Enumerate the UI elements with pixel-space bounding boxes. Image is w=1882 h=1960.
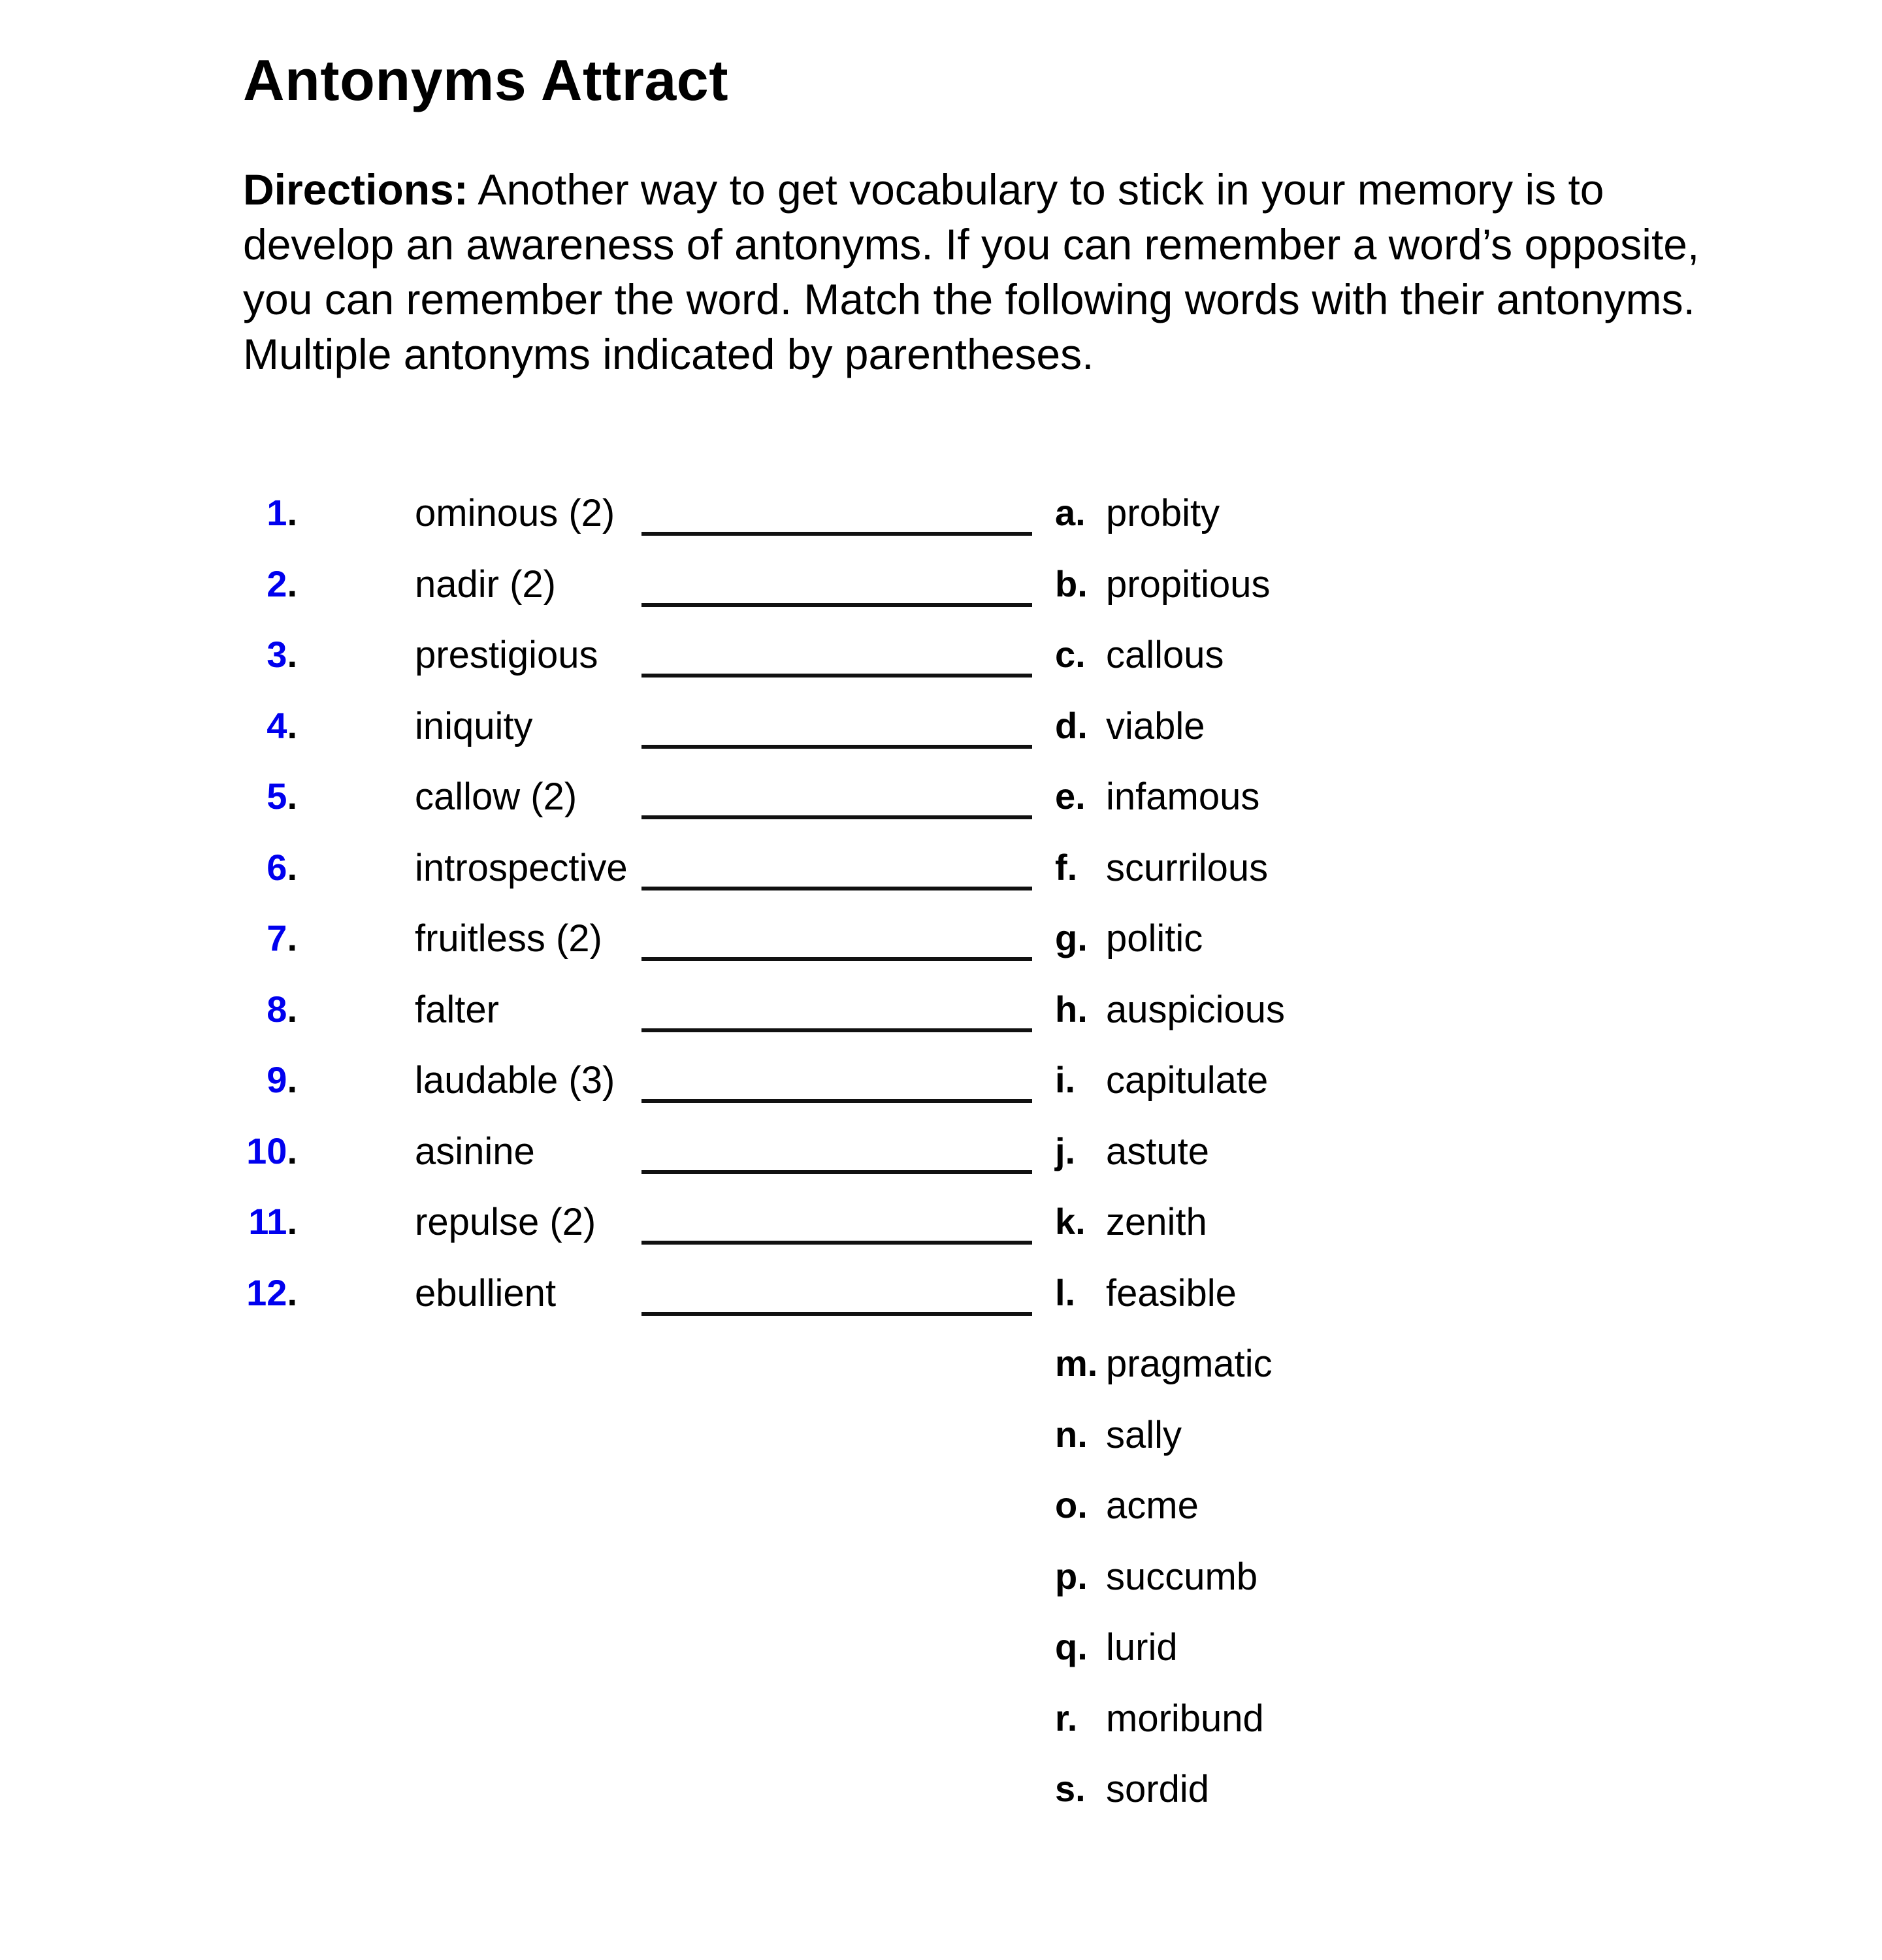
question-word: asinine xyxy=(415,1130,535,1173)
question-number-digits: 12 xyxy=(246,1271,287,1313)
answer-word: astute xyxy=(1106,1130,1209,1173)
answer-letter: k. xyxy=(1055,1201,1086,1242)
question-number-period: . xyxy=(287,1271,297,1313)
answer-word: lurid xyxy=(1106,1626,1178,1669)
page-title: Antonyms Attract xyxy=(243,48,729,112)
answer-blank-line[interactable] xyxy=(641,1312,1032,1316)
question-word: repulse (2) xyxy=(415,1201,596,1243)
answer-letter: m. xyxy=(1055,1343,1098,1384)
question-number-period: . xyxy=(287,563,297,604)
answer-option xyxy=(0,1200,1207,1266)
answer-option xyxy=(0,491,1220,557)
answer-letter: q. xyxy=(1055,1626,1088,1667)
answer-word: succumb xyxy=(1106,1555,1258,1598)
answer-word: acme xyxy=(1106,1484,1199,1527)
answer-letter: o. xyxy=(1055,1484,1088,1526)
answer-letter: g. xyxy=(1055,917,1088,958)
answer-word: callous xyxy=(1106,634,1224,676)
answer-blank-line[interactable] xyxy=(641,887,1032,890)
answer-letter: e. xyxy=(1055,776,1086,817)
answer-option xyxy=(0,775,1260,840)
question-word: ominous (2) xyxy=(415,492,615,534)
answer-blank-line[interactable] xyxy=(641,603,1032,607)
answer-option xyxy=(0,1625,1178,1691)
question-number-digits: 11 xyxy=(248,1201,287,1242)
question-number-digits: 4 xyxy=(267,704,287,746)
answer-blank-line[interactable] xyxy=(641,1028,1032,1032)
answer-option xyxy=(0,1342,1273,1407)
question-number-digits: 6 xyxy=(267,846,287,888)
question-word: fruitless (2) xyxy=(415,917,602,960)
answer-letter: p. xyxy=(1055,1555,1088,1597)
answer-word: auspicious xyxy=(1106,988,1286,1031)
answer-blank-line[interactable] xyxy=(641,745,1032,749)
question-number-period: . xyxy=(287,704,297,746)
answer-letter: a. xyxy=(1055,492,1086,533)
question-word: ebullient xyxy=(415,1271,557,1315)
answer-word: propitious xyxy=(1106,563,1271,606)
answer-option xyxy=(0,563,1271,628)
answer-word: infamous xyxy=(1106,776,1260,818)
answer-letter: l. xyxy=(1055,1271,1076,1313)
question-number-digits: 7 xyxy=(267,917,287,958)
answer-word: capitulate xyxy=(1106,1059,1269,1102)
question-word: nadir (2) xyxy=(415,563,556,606)
answer-blank-line[interactable] xyxy=(641,532,1032,536)
question-word: callow (2) xyxy=(415,776,577,818)
answer-word: sordid xyxy=(1106,1768,1209,1810)
directions-label: Directions: xyxy=(243,165,468,214)
answer-letter: r. xyxy=(1055,1697,1078,1739)
answer-letter: b. xyxy=(1055,563,1088,604)
answer-option xyxy=(0,1555,1258,1620)
answer-option xyxy=(0,1697,1264,1762)
answer-word: pragmatic xyxy=(1106,1343,1273,1385)
answer-word: zenith xyxy=(1106,1201,1207,1243)
question-number-period: . xyxy=(287,1130,297,1171)
answer-letter: i. xyxy=(1055,1059,1076,1100)
question-number-digits: 5 xyxy=(267,776,287,817)
answer-option xyxy=(0,917,1203,982)
answer-word: scurrilous xyxy=(1106,846,1269,889)
question-word: falter xyxy=(415,988,499,1031)
answer-letter: j. xyxy=(1055,1130,1076,1171)
answer-option xyxy=(0,988,1286,1053)
directions xyxy=(243,162,1732,382)
answer-word: sally xyxy=(1106,1413,1182,1456)
answer-word: feasible xyxy=(1106,1271,1237,1315)
answer-option xyxy=(0,1130,1209,1195)
question-word: prestigious xyxy=(415,634,598,676)
question-number-digits: 8 xyxy=(267,988,287,1030)
answer-option xyxy=(0,633,1224,698)
answer-option xyxy=(0,704,1205,770)
question-number-digits: 3 xyxy=(267,634,287,675)
answer-option xyxy=(0,1767,1209,1833)
answer-letter: h. xyxy=(1055,988,1088,1030)
question-number-digits: 9 xyxy=(267,1059,287,1100)
answer-word: probity xyxy=(1106,492,1220,534)
question-number-digits: 1 xyxy=(267,492,287,533)
question-number-period: . xyxy=(287,776,297,817)
question-number-period: . xyxy=(287,1201,297,1242)
answer-letter: f. xyxy=(1055,846,1078,888)
answer-option xyxy=(0,1484,1199,1549)
question-number-digits: 2 xyxy=(267,563,287,604)
answer-letter: n. xyxy=(1055,1413,1088,1455)
question-number-digits: 10 xyxy=(246,1130,287,1171)
question-number-period: . xyxy=(287,492,297,533)
answer-word: politic xyxy=(1106,917,1203,960)
answer-word: viable xyxy=(1106,704,1205,747)
directions-text: Another way to get vocabulary to stick in your memory is to develop an awareness of antonyms. If you can remember a word’s opposite, you can remember the word. Match the following words with their antonyms. Multiple antonyms indicated by parentheses. xyxy=(243,165,1700,378)
question-number-period: . xyxy=(287,1059,297,1100)
question-number-period: . xyxy=(287,917,297,958)
answer-option xyxy=(0,1058,1269,1124)
answer-blank-line[interactable] xyxy=(641,957,1032,961)
answer-letter: c. xyxy=(1055,634,1086,675)
question-number-period: . xyxy=(287,846,297,888)
answer-word: moribund xyxy=(1106,1697,1264,1740)
question-number-period: . xyxy=(287,988,297,1030)
answer-letter: s. xyxy=(1055,1768,1086,1809)
answer-option xyxy=(0,1413,1182,1478)
answer-letter: d. xyxy=(1055,704,1088,746)
answer-option xyxy=(0,846,1269,911)
question-word: iniquity xyxy=(415,704,533,747)
answer-blank-line[interactable] xyxy=(641,1170,1032,1174)
question-number-period: . xyxy=(287,634,297,675)
question-word: laudable (3) xyxy=(415,1059,615,1102)
answer-blank-line[interactable] xyxy=(641,1241,1032,1245)
answer-blank-line[interactable] xyxy=(641,1099,1032,1103)
answer-blank-line[interactable] xyxy=(641,815,1032,819)
question-word: introspective xyxy=(415,846,628,889)
answer-blank-line[interactable] xyxy=(641,674,1032,678)
answer-option xyxy=(0,1271,1237,1337)
